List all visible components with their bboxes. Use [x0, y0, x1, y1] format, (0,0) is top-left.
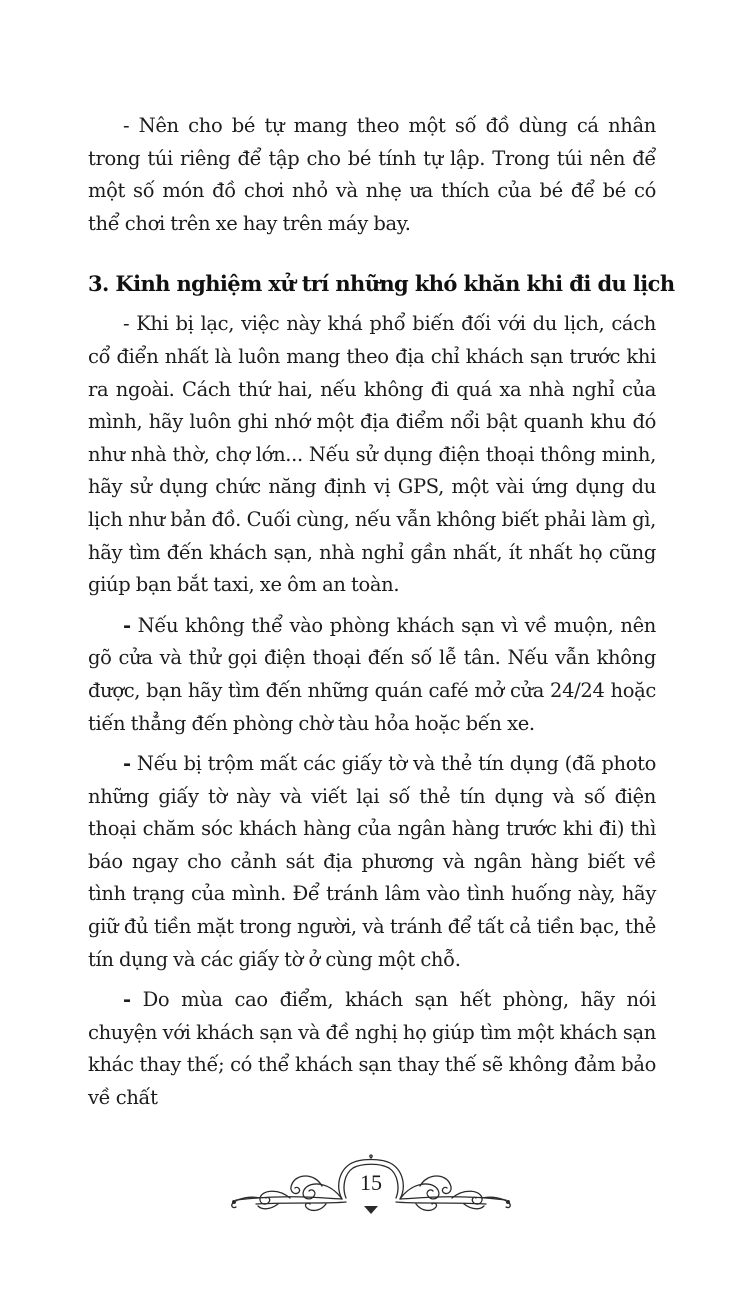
page-footer-ornament — [226, 1152, 516, 1222]
bullet-dash: - — [123, 988, 131, 1012]
page-body — [88, 110, 675, 1115]
bullet-dash: - — [123, 613, 131, 637]
paragraph-bring-own-items: - Nên cho bé tự mang theo một số đồ dùng cá nhân trong túi riêng để tập cho bé tính tự lập. Trong túi nên để một số món đồ chơi nhỏ và nhẹ ưa thích của bé để bé có thể chơi trên xe hay trên máy bay. — [88, 114, 656, 235]
bullet-dash: - — [123, 752, 131, 776]
paragraph-stolen-documents — [88, 748, 656, 976]
section-heading: 3. Kinh nghiệm xử trí những khó khăn khi đi du lịch — [88, 271, 675, 297]
paragraph-hotel-full — [88, 984, 656, 1114]
paragraph-getting-lost: - Khi bị lạc, việc này khá phổ biến đối với du lịch, cách cổ điển nhất là luôn mang theo địa chỉ khách sạn trước khi ra ngoài. Cách thứ hai, nếu không đi quá xa nhà nghỉ của mình, hãy luôn ghi nhớ một địa điểm nổi bật quanh khu đó như nhà thờ, chợ lớn... Nếu sử dụng điện thoại thông minh, hãy sử dụng chức năng định vị GPS, một vài ứng dụng du lịch như bản đồ. Cuối cùng, nếu vẫn không biết phải làm gì, hãy tìm đến khách sạn, nhà nghỉ gần nhất, ít nhất họ cũng giúp bạn bắt taxi, xe ôm an toàn. — [88, 312, 656, 597]
paragraph-text: Do mùa cao điểm, khách sạn hết phòng, hãy nói chuyện với khách sạn và đề nghị họ giúp tìm một khách sạn khác thay thế; có thể khách sạn thay thế sẽ không đảm bảo về chất — [88, 988, 656, 1110]
paragraph-text: Nếu không thể vào phòng khách sạn vì về muộn, nên gõ cửa và thử gọi điện thoại đến số lễ tân. Nếu vẫn không được, bạn hãy tìm đến những quán café mở cửa 24/24 hoặc tiến thẳng đến phòng chờ tàu hỏa hoặc bến xe. — [88, 613, 656, 735]
paragraph-text: Nếu bị trộm mất các giấy tờ và thẻ tín dụng (đã photo những giấy tờ này và viết lại số thẻ tín dụng và số điện thoại chăm sóc khách hàng của ngân hàng trước khi đi) thì báo ngay cho cảnh sát địa phương và ngân hàng biết về tình trạng của mình. Để tránh lâm vào tình huống này, hãy giữ đủ tiền mặt trong người, và tránh để tất cả tiền bạc, thẻ tín dụng và các giấy tờ ở cùng một chỗ. — [88, 752, 656, 971]
page-number: 15 — [360, 1170, 382, 1195]
paragraph-late-arrival — [88, 610, 656, 740]
